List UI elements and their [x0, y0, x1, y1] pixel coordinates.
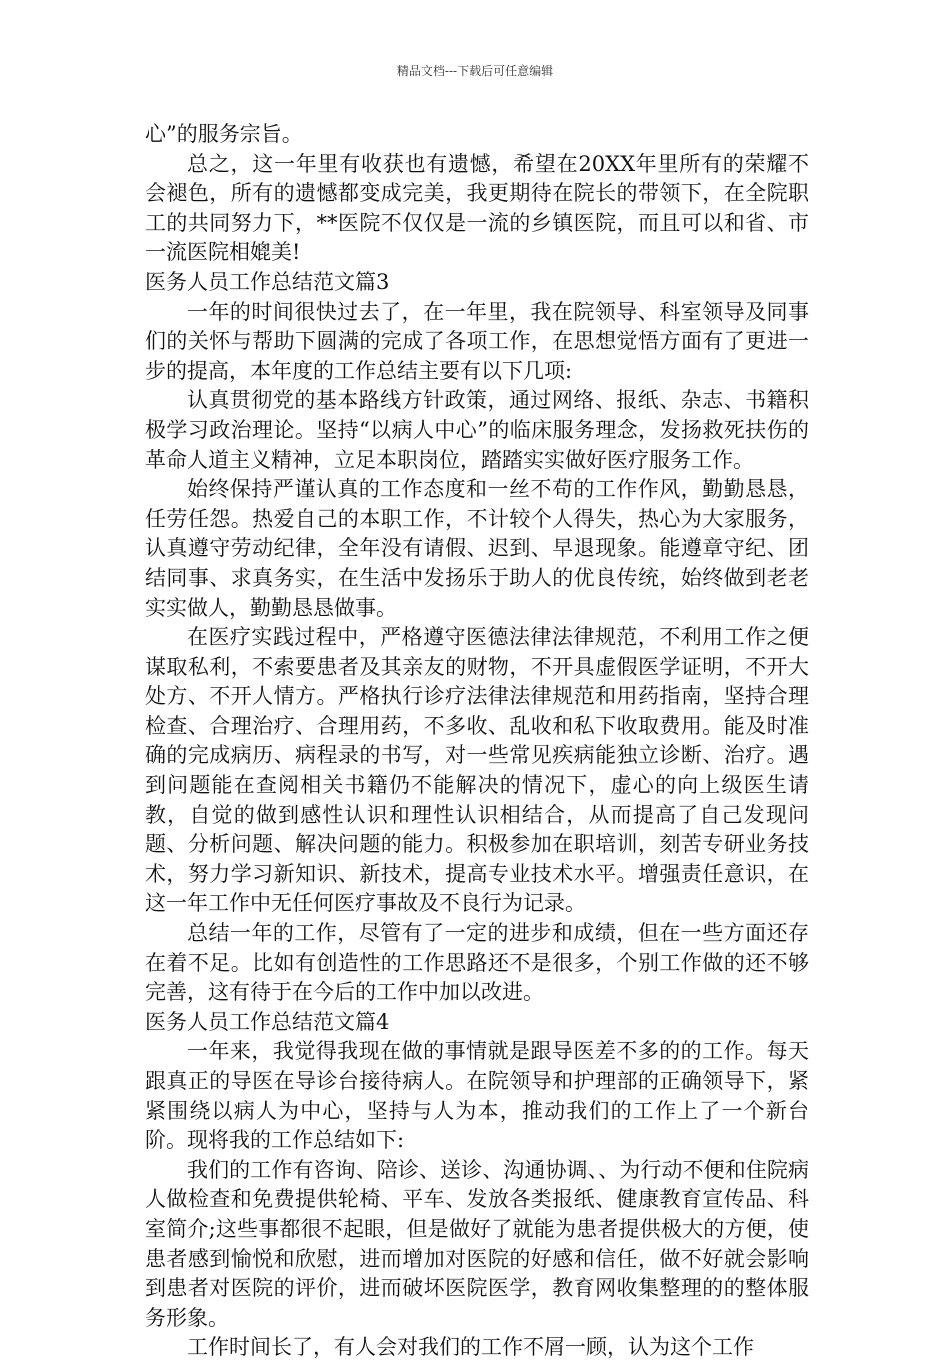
paragraph: 一年来，我觉得我现在做的事情就是跟导医差不多的的工作。每天跟真正的导医在导诊台接待病人。在院领导和护理部的正确领导下，紧紧围绕以病人为中心，坚持与人为本，推动我们的工作上了一个新台阶。现将我的工作总结如下: [145, 1039, 809, 1153]
paragraph: 始终保持严谨认真的工作态度和一丝不苟的工作作风，勤勤恳恳，任劳任怨。热爱自己的本职工作，不计较个人得失，热心为大家服务，认真遵守劳动纪律，全年没有请假、迟到、早退现象。能遵章守纪、团结同事、求真务实，在生活中发扬乐于助人的优良传统，始终做到老老实实做人，勤勤恳恳做事。 [145, 477, 809, 620]
section-heading: 医务人员工作总结范文篇4 [145, 1009, 390, 1034]
section-heading: 医务人员工作总结范文篇3 [145, 269, 390, 294]
document-body [145, 120, 809, 1363]
paragraph: 一年的时间很快过去了，在一年里，我在院领导、科室领导及同事们的关怀与帮助下圆满的完成了各项工作，在思想觉悟方面有了更进一步的提高，本年度的工作总结主要有以下几项: [145, 299, 809, 383]
paragraph: 总之，这一年里有收获也有遗憾，希望在20XX年里所有的荣耀不会褪色，所有的遗憾都变成完美，我更期待在院长的带领下，在全院职工的共同努力下，**医院不仅仅是一流的乡镇医院，而且可以和省、市一流医院相媲美! [145, 151, 809, 265]
paragraph: 我们的工作有咨询、陪诊、送诊、沟通协调、、为行动不便和住院病人做检查和免费提供轮椅、平车、发放各类报纸、健康教育宣传品、科室简介;这些事都很不起眼，但是做好了就能为患者提供极大的方便，使患者感到愉悦和欣慰，进而增加对医院的好感和信任，做不好就会影响到患者对医院的评价，进而破坏医院医学，教育网收集整理的的整体服务形象。 [145, 1157, 809, 1330]
paragraph: 总结一年的工作，尽管有了一定的进步和成绩，但在一些方面还存在着不足。比如有创造性的工作思路还不是很多，个别工作做的还不够完善，这有待于在今后的工作中加以改进。 [145, 921, 809, 1005]
paragraph: 认真贯彻党的基本路线方针政策，通过网络、报纸、杂志、书籍积极学习政治理论。坚持“以病人中心”的临床服务理念，发扬救死扶伤的革命人道主义精神，立足本职岗位，踏踏实实做好医疗服务工作。 [145, 388, 809, 472]
page-header: 精品文档---下载后可任意编辑 [396, 64, 554, 78]
paragraph: 在医疗实践过程中，严格遵守医德法律法律规范，不利用工作之便谋取私利，不索要患者及其亲友的财物，不开具虚假医学证明，不开大处方、不开人情方。严格执行诊疗法律法律规范和用药指南，坚持合理检查、合理治疗、合理用药，不多收、乱收和私下收取费用。能及时准确的完成病历、病程录的书写，对一些常见疾病能独立诊断、治疗。遇到问题能在查阅相关书籍仍不能解决的情况下，虚心的向上级医生请教，自觉的做到感性认识和理性认识相结合，从而提高了自己发现问题、分析问题、解决问题的能力。积极参加在职培训，刻苦专研业务技术，努力学习新知识、新技术，提高专业技术水平。增强责任意识，在这一年工作中无任何医疗事故及不良行为记录。 [145, 625, 809, 916]
paragraph: 工作时间长了，有人会对我们的工作不屑一顾，认为这个工作 [187, 1335, 754, 1360]
paragraph: 心”的服务宗旨。 [145, 122, 303, 146]
